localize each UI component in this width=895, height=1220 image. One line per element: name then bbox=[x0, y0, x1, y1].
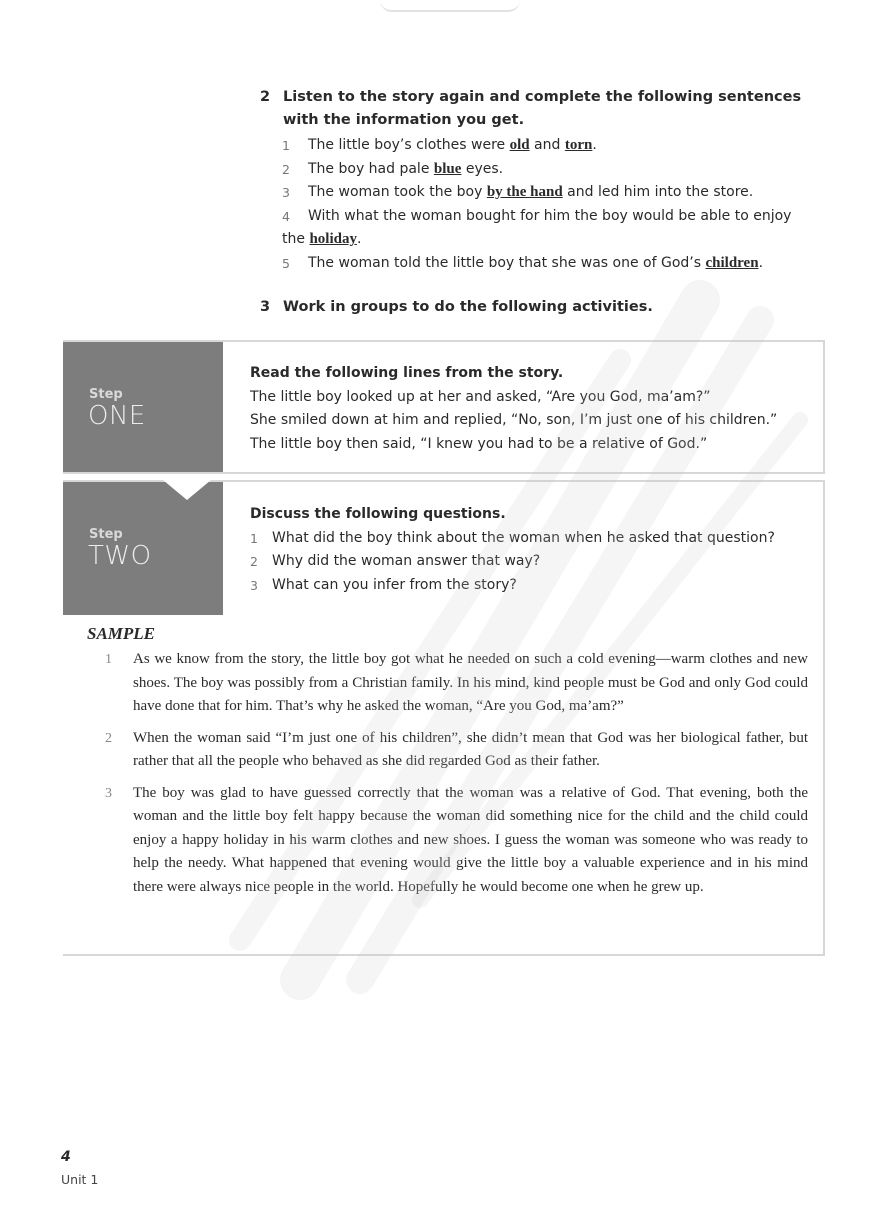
question-text: What can you infer from the story? bbox=[272, 576, 517, 593]
step-two-box bbox=[63, 480, 825, 956]
exercise-2-header bbox=[260, 86, 830, 132]
text-part: The boy had pale bbox=[308, 160, 434, 177]
paragraph-text: The boy was glad to have guessed correctly that the woman was a relative of God. That evening, both the woman and the little boy felt happy because the woman did something nice for the child and the child could enjoy a happy holiday in his warm clothes and new shoes. I guess the woman was someone who was ready to help the needy. What happened that evening would give the little boy a valuable experience and in his mind there were always nice people in the world. Hopefully he would become one when he grew up. bbox=[133, 784, 808, 895]
step-two-side-panel bbox=[63, 482, 223, 615]
text-part: . bbox=[356, 231, 362, 247]
question-text: What did the boy think about the woman when he asked that question? bbox=[272, 529, 775, 546]
item-number: 5 bbox=[282, 255, 290, 271]
question-number: 1 bbox=[250, 530, 258, 546]
item-text: With what the woman bought for him the boy would be able to enjoy bbox=[308, 207, 792, 224]
step-word: ONE bbox=[88, 401, 146, 431]
answer: old bbox=[509, 137, 530, 153]
top-decoration bbox=[380, 0, 520, 12]
text-part: . bbox=[592, 137, 597, 153]
step-two-content bbox=[250, 503, 775, 597]
item-text bbox=[308, 252, 830, 276]
item-text bbox=[308, 158, 830, 182]
step-heading: Discuss the following questions. bbox=[250, 506, 506, 522]
answer: by the hand bbox=[486, 184, 563, 200]
step-one-side-panel bbox=[63, 342, 223, 472]
text-part: The woman told the little boy that she was one of God’s bbox=[308, 254, 706, 271]
text-part: The woman took the boy bbox=[308, 184, 487, 200]
answer: blue bbox=[433, 160, 462, 177]
item-number: 2 bbox=[282, 161, 290, 177]
item-text bbox=[308, 181, 830, 205]
step-label: Step bbox=[89, 387, 123, 402]
step-label: Step bbox=[89, 527, 123, 542]
exercise-2-items bbox=[260, 134, 830, 275]
paragraph-number: 3 bbox=[105, 785, 112, 801]
exercise-2 bbox=[260, 86, 830, 275]
text-part: the bbox=[282, 231, 310, 247]
item-text bbox=[282, 228, 830, 252]
sample-paragraph bbox=[93, 727, 808, 774]
exercise-number: 2 bbox=[260, 89, 271, 105]
list-item bbox=[260, 181, 830, 205]
item-number: 1 bbox=[282, 138, 290, 153]
quote-line: The little boy then said, “I knew you had to be a relative of God.” bbox=[250, 435, 708, 452]
page-number: 4 bbox=[61, 1149, 71, 1165]
text-part: and led him into the store. bbox=[562, 184, 754, 200]
exercise-number: 3 bbox=[260, 299, 271, 315]
item-row bbox=[260, 205, 830, 229]
step-one-box bbox=[63, 340, 825, 474]
step-one-content bbox=[250, 362, 777, 456]
question-item bbox=[250, 574, 775, 598]
sample-paragraph bbox=[93, 782, 808, 900]
step-heading: Read the following lines from the story. bbox=[250, 365, 564, 381]
question-item bbox=[250, 527, 775, 551]
item-row bbox=[260, 228, 830, 252]
exercise-3-header bbox=[260, 299, 653, 315]
answer: children bbox=[705, 254, 759, 271]
text-part: eyes. bbox=[461, 160, 504, 177]
list-item bbox=[260, 134, 830, 158]
text-part: and bbox=[529, 137, 565, 153]
quote-line: She smiled down at him and replied, “No, son, I’m just one of his children.” bbox=[250, 412, 778, 428]
sample-paragraph bbox=[93, 648, 808, 719]
notch-decoration bbox=[163, 480, 211, 500]
paragraph-number: 1 bbox=[105, 652, 112, 667]
text-part: . bbox=[758, 254, 764, 271]
item-number: 4 bbox=[282, 208, 290, 224]
unit-label: Unit 1 bbox=[61, 1172, 99, 1187]
quote-line: The little boy looked up at her and asked, “Are you God, ma’am?” bbox=[250, 388, 711, 405]
question-text: Why did the woman answer that way? bbox=[272, 553, 541, 569]
answer: holiday bbox=[309, 231, 357, 247]
paragraph-text: As we know from the story, the little boy got what he needed on such a cold evening—warm clothes and new shoes. The boy was possibly from a Christian family. In his mind, kind people must be God and only God could have done that for him. That’s why he asked the woman, “Are you God, ma’am?” bbox=[133, 651, 808, 714]
sample-answers bbox=[93, 648, 808, 907]
question-number: 2 bbox=[250, 554, 258, 569]
item-text bbox=[308, 134, 830, 158]
question-number: 3 bbox=[250, 577, 258, 593]
exercise-title: Listen to the story again and complete the following sentences with the information you get. bbox=[283, 89, 802, 128]
item-number: 3 bbox=[282, 185, 290, 200]
exercise-title: Work in groups to do the following activities. bbox=[283, 299, 653, 315]
text-part: The little boy’s clothes were bbox=[308, 137, 510, 153]
step-word: TWO bbox=[88, 541, 152, 571]
sample-title: SAMPLE bbox=[87, 624, 156, 643]
question-item bbox=[250, 550, 775, 574]
list-item bbox=[260, 205, 830, 252]
list-item bbox=[260, 158, 830, 182]
list-item bbox=[260, 252, 830, 276]
paragraph-text: When the woman said “I’m just one of his children”, she didn’t mean that God was her biological father, but rather that all the people who behaved as she did regarded God as their father. bbox=[133, 729, 808, 769]
paragraph-number: 2 bbox=[105, 730, 112, 746]
answer: torn bbox=[564, 137, 593, 153]
